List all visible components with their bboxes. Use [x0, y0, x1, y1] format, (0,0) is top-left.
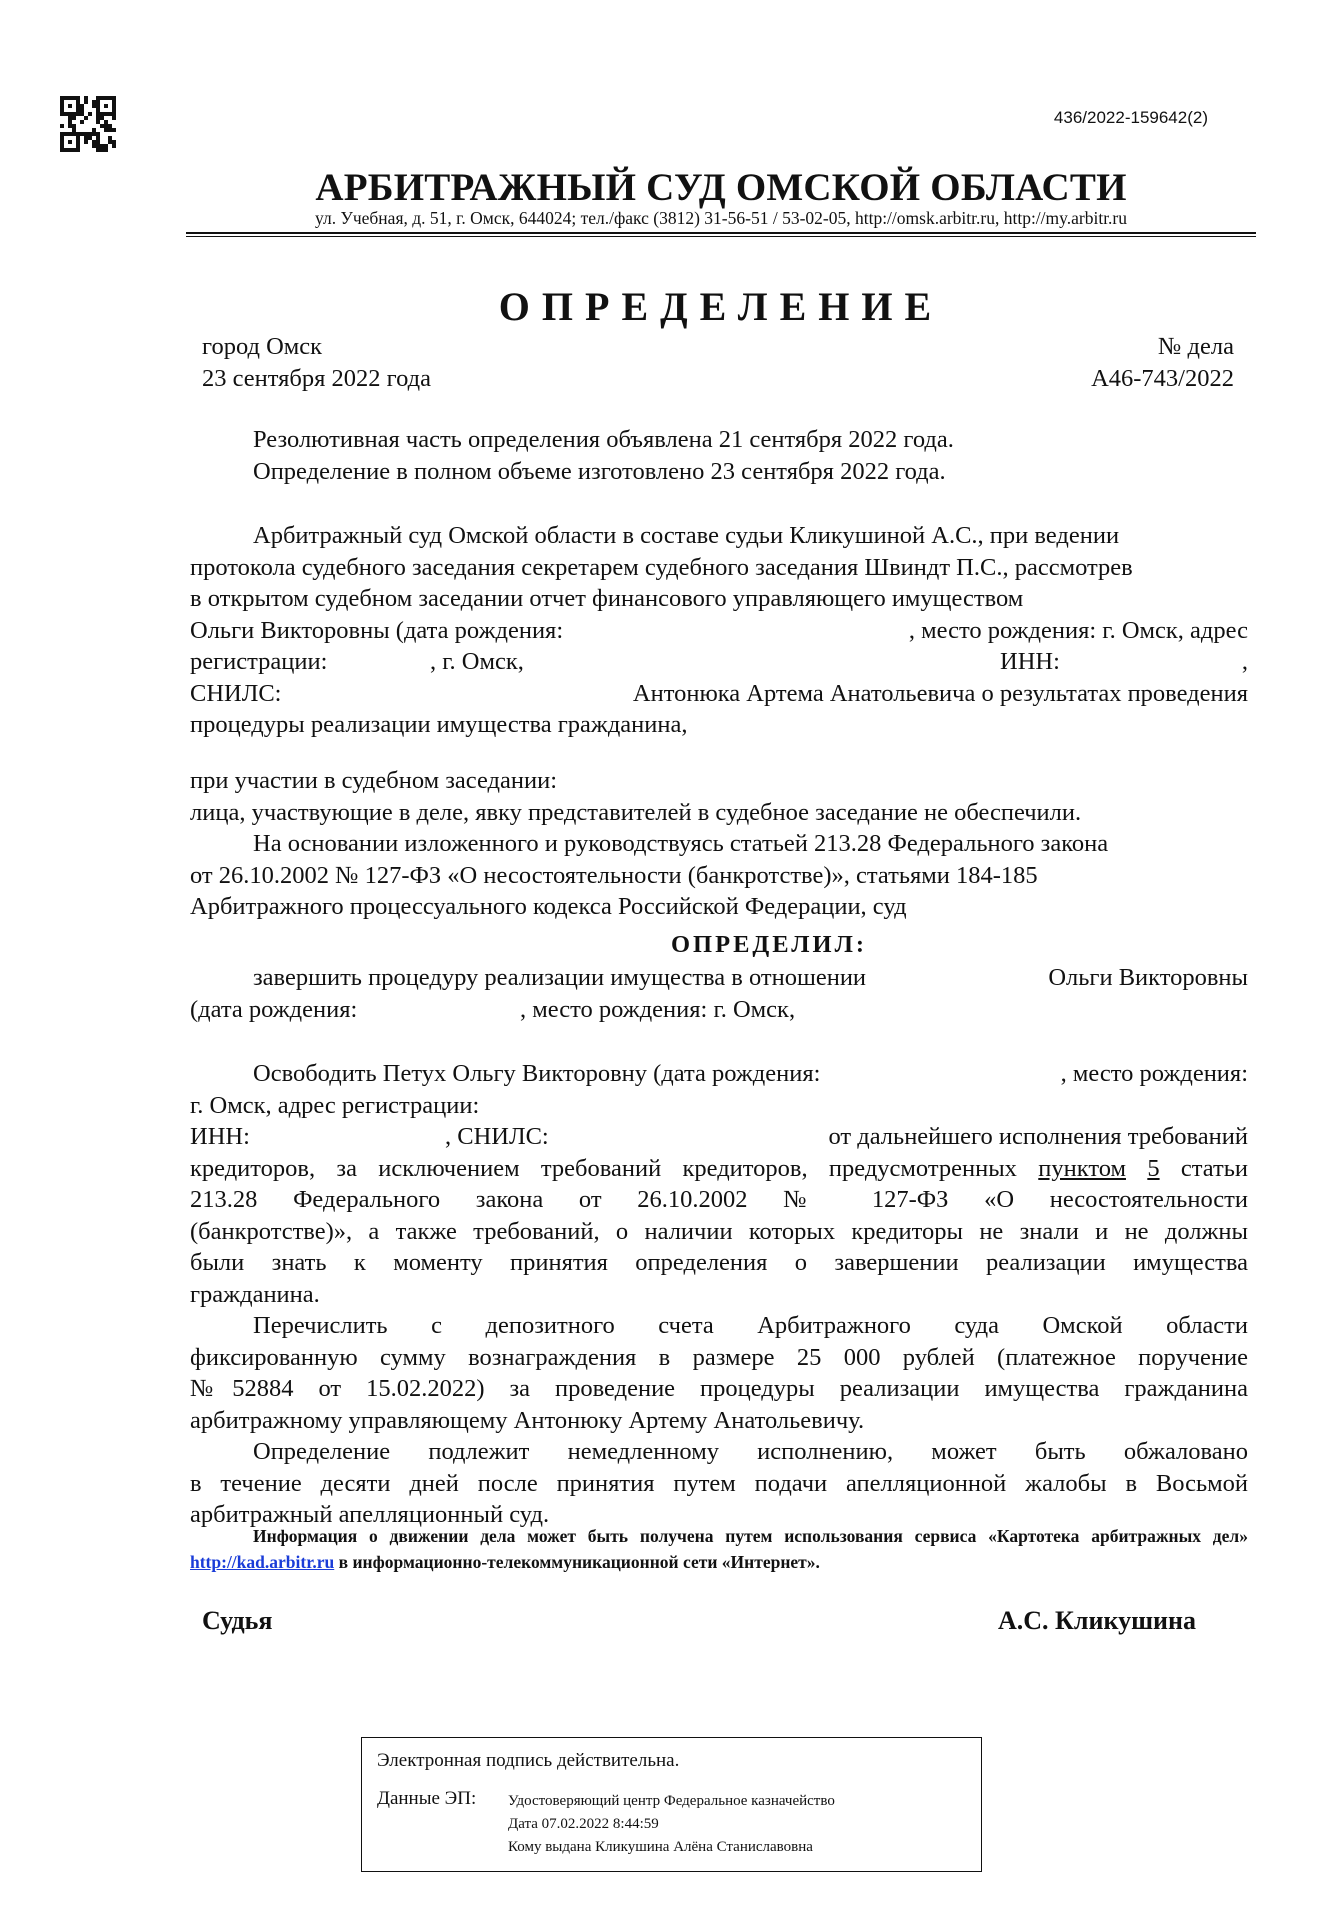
text-line: [190, 994, 1248, 1026]
judge-label: Судья: [202, 1606, 273, 1635]
text-fragment: от дальнейшего исполнения требований: [828, 1123, 1248, 1150]
text-fragment: ,: [1241, 648, 1248, 675]
text-line: [190, 678, 1248, 710]
text-fragment: завершить процедуру реализации имущества в отношении: [253, 964, 867, 991]
e-signature-issued-to: Кому выдана Кликушина Алёна Станиславовна: [508, 1839, 813, 1855]
text-line: Определение подлежит немедленному исполнению, может быть обжаловано: [253, 1438, 1248, 1465]
qr-code: [60, 96, 116, 152]
text-line: от 26.10.2002 № 127-ФЗ «О несостоятельности (банкротстве)», статьями 184-185: [190, 861, 1038, 889]
text-fragment: (дата рождения:: [190, 995, 358, 1023]
text-line: [190, 1058, 1248, 1090]
header-divider-thin: [186, 236, 1256, 237]
paragraph-5: [190, 1310, 1248, 1531]
court-name: АРБИТРАЖНЫЙ СУД ОМСКОЙ ОБЛАСТИ: [315, 166, 1127, 209]
document-number: 436/2022-159642(2): [1053, 108, 1208, 127]
e-signature-header: Электронная подпись действительна.: [377, 1750, 680, 1771]
e-signature-date: Дата 07.02.2022 8:44:59: [508, 1816, 659, 1832]
intro-line-1: Резолютивная часть определения объявлена 21 сентября 2022 года.: [253, 426, 954, 453]
court-address: ул. Учебная, д. 51, г. Омск, 644024; тел./факс (3812) 31-56-51 / 53-02-05, http://omsk.arbitr.ru, http://my.arbitr.ru: [314, 208, 1128, 228]
text-line: гражданина.: [190, 1280, 320, 1308]
text-line: при участии в судебном заседании:: [190, 767, 558, 794]
text-line: Арбитражного процессуального кодекса Российской Федерации, суд: [190, 893, 907, 920]
e-signature-data-label: Данные ЭП:: [377, 1788, 477, 1809]
decision-date: 23 сентября 2022 года: [202, 364, 431, 392]
text-line: [190, 615, 1248, 647]
law-link-point[interactable]: пунктом: [1038, 1154, 1126, 1182]
header-divider: [186, 232, 1256, 234]
case-info-notice: [190, 1523, 1248, 1575]
text-line: лица, участвующие в деле, явку представителей в судебное заседание не обеспечили.: [190, 798, 1082, 826]
paragraph-4: [190, 1058, 1248, 1310]
participation-block: [190, 765, 1248, 923]
intro-line-2: Определение в полном объеме изготовлено 23 сентября 2022 года.: [253, 457, 946, 485]
text-line: [190, 646, 1248, 678]
ruled-heading: ОПРЕДЕЛИЛ:: [670, 931, 868, 958]
text-fragment: , место рождения: г. Омск, адрес: [908, 616, 1248, 644]
text-line: [190, 1121, 1248, 1153]
text-line: [190, 962, 1248, 994]
text-fragment: ИНН:: [190, 1123, 250, 1150]
text-line: [190, 1153, 1248, 1185]
law-link-number[interactable]: 5: [1147, 1154, 1160, 1182]
text-fragment: , место рождения: г. Омск,: [520, 995, 796, 1023]
text-fragment: Антонюка Артема Анатольевича о результатах проведения: [632, 679, 1248, 707]
text-line: фиксированную сумму вознаграждения в размере 25 000 рублей (платежное поручение: [190, 1343, 1248, 1371]
text-fragment: , СНИЛС:: [445, 1123, 549, 1150]
place: город Омск: [202, 333, 323, 360]
paragraph-1: [190, 520, 1248, 741]
intro-block: [190, 424, 1248, 487]
text-line: арбитражному управляющему Антонюку Артему Анатольевичу.: [190, 1406, 865, 1434]
notice-text: Информация о движении дела может быть получена путем использования сервиса «Картотека арбитражных дел»: [253, 1526, 1248, 1546]
text-line: были знать к моменту принятия определения о завершении реализации имущества: [190, 1249, 1248, 1276]
text-fragment: кредиторов, за исключением требований кредиторов, предусмотренных: [190, 1154, 1017, 1182]
case-number: А46-743/2022: [1091, 364, 1234, 392]
text-line: г. Омск, адрес регистрации:: [190, 1091, 480, 1119]
text-line: 213.28 Федерального закона от 26.10.2002 № 127-ФЗ «О несостоятельности: [190, 1186, 1248, 1213]
text-fragment: Освободить Петух Ольгу Викторовну (дата рождения:: [253, 1060, 821, 1087]
text-fragment: регистрации:: [190, 648, 328, 675]
text-line: арбитражный апелляционный суд.: [190, 1501, 550, 1528]
text-fragment: СНИЛС:: [190, 679, 282, 707]
case-info: [1091, 331, 1234, 394]
text-line: в течение десяти дней после принятия путем подачи апелляционной жалобы в Восьмой: [190, 1469, 1248, 1497]
text-fragment: , место рождения:: [1060, 1060, 1248, 1087]
case-label: № дела: [1158, 333, 1234, 360]
place-date: [202, 331, 431, 394]
text-line: Арбитражный суд Омской области в составе судьи Кликушиной А.С., при ведении: [253, 522, 1120, 549]
text-line: в открытом судебном заседании отчет финансового управляющего имуществом: [190, 585, 1024, 612]
text-fragment: Ольги Викторовны: [1048, 964, 1248, 991]
text-fragment: , г. Омск,: [430, 648, 524, 675]
text-line: процедуры реализации имущества гражданина,: [190, 711, 688, 738]
judge-name: А.С. Кликушина: [998, 1606, 1196, 1635]
text-fragment: ИНН:: [1000, 648, 1060, 675]
text-line: протокола судебного заседания секретарем судебного заседания Швиндт П.С., рассмотрев: [190, 553, 1133, 581]
text-line: (банкротстве)», а также требований, о наличии которых кредиторы не знали и не должны: [190, 1217, 1248, 1245]
text-line: На основании изложенного и руководствуясь статьей 213.28 Федерального закона: [253, 830, 1109, 857]
text-fragment: статьи: [1180, 1154, 1249, 1182]
e-signature-issuer: Удостоверяющий центр Федеральное казначейство: [508, 1793, 835, 1809]
kad-arbitr-link[interactable]: http://kad.arbitr.ru: [190, 1552, 335, 1572]
notice-text-end: в информационно-телекоммуникационной сети «Интернет».: [338, 1552, 820, 1572]
text-line: №52884 от 15.02.2022) за проведение процедуры реализации имущества гражданина: [190, 1375, 1248, 1402]
e-signature-details: [508, 1790, 835, 1859]
document-title: ОПРЕДЕЛЕНИЕ: [498, 284, 944, 329]
text-fragment: Ольги Викторовны (дата рождения:: [190, 616, 564, 644]
paragraph-3: [190, 962, 1248, 1025]
text-line: Перечислить с депозитного счета Арбитражного суда Омской области: [253, 1312, 1248, 1339]
e-signature-box: [361, 1737, 982, 1872]
